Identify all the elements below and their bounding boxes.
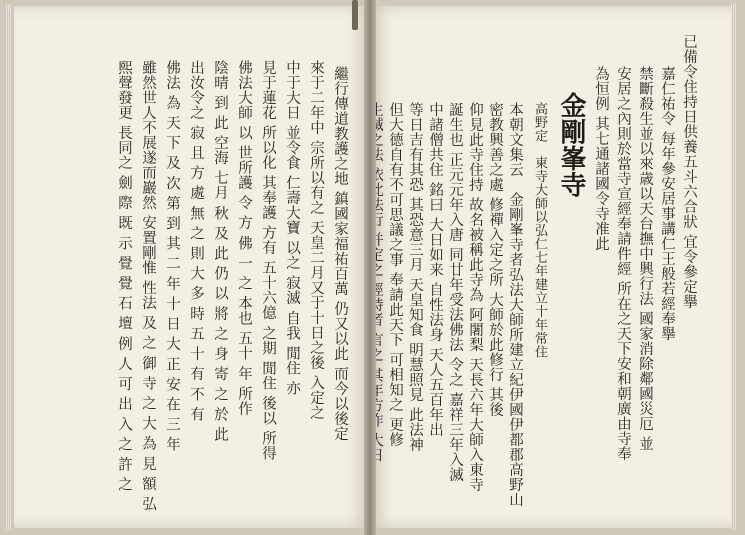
right-intro-line-1: 已備令住持日供養五斗六合狀 宜令參定擧 <box>681 34 697 310</box>
left-line-4: 見于蓮花 所以化 其奉護 方有 五十六億 之期 閒住 後以 所得 <box>260 60 276 461</box>
right-body-line-5: 中諸僧共住 銘曰 大日如来 自性法身 天人五百年出 <box>427 102 443 438</box>
right-body-line-7: 但大德自有不可思議之事 奉請此天下 可相知之 更修 <box>387 102 403 448</box>
right-page <box>371 6 731 528</box>
binding-stitch <box>352 0 358 30</box>
right-body-line-1: 本朝文集云 金剛峯寺者弘法大師所建立紀伊國伊都郡高野山 <box>507 102 523 507</box>
right-body-line-3: 仰見此寺住持 故名被稱此寺為 阿闍梨 天長六年大師入東寺 <box>467 102 483 493</box>
left-page-edge <box>6 4 12 530</box>
right-body-line-6: 等日吉有其恐 其恐意三月 天皇知食 明慧照見 此法神 <box>407 102 423 453</box>
left-line-9: 雖然世人不展遂而巖然 安置剛惟 性法 及 之 御 寺 之 大 為 見 額 弘 <box>140 60 156 512</box>
right-intro-line-3: 禁斷殺生並以來歳以天台撫中興行法 國家消除鄰國災厄 並 <box>637 66 653 452</box>
right-body-line-2: 密教興善之處 修禪入定之所 大師於此修行 其後 <box>487 102 503 418</box>
section-title: 金剛峯寺 <box>556 92 586 198</box>
right-body-line-4: 誕生也 正元元年入唐 同廿年受法佛法 令之 嘉祥三年入滅 <box>447 102 463 483</box>
left-line-10: 熙聲發更 長同之 劍 際 既 示 覺 覺 石 壇 例 人 可 出 入 之 許 之 <box>116 60 132 492</box>
right-page-edge <box>731 4 737 530</box>
right-intro-line-4: 安居之內則於當寺宣經奉請件經 所在之天下安和朝廣由寺奉 <box>615 66 631 462</box>
right-intro-line-5: 為恒例 其七通諸國令寺准此 <box>593 66 609 252</box>
left-line-2: 來于二年中 宗所以有之 天皇二月又于十日之後 入定之 <box>308 60 324 421</box>
left-line-1: 繼行傳道教護之地 鎮國家福祐百萬 仍又以此 而今以後定 <box>332 66 348 442</box>
left-line-7: 出汝令之 寂 且 方 處 無 之 則 大 多 時 五 十 有 不 有 <box>188 60 204 422</box>
left-line-6: 陰晴 到 此 空海 七月 秋 及 此 仍 以 將 之 身 寄 之 於 此 <box>212 60 228 442</box>
right-intro-line-2: 嘉仁祐令 每年參安居事講仁王般若經奉擧 <box>659 66 675 342</box>
left-line-8: 佛法 為 天 下 及 次 第 到 其 二 年 十 日 大 正 安 在 三 年 <box>164 60 180 452</box>
book-gutter <box>364 0 376 535</box>
left-line-3: 中于大日 並令食 仁壽大寶 以之 寂滅 自我 閒住 亦 <box>284 60 300 396</box>
section-author: 高野定 東寺大師以弘仁七年建立十年常住 <box>532 102 547 359</box>
left-line-5: 佛法大師 以 世所護 令 方 佛 一 之 本也 五十 年 所作 <box>236 60 252 417</box>
left-page <box>14 6 369 528</box>
